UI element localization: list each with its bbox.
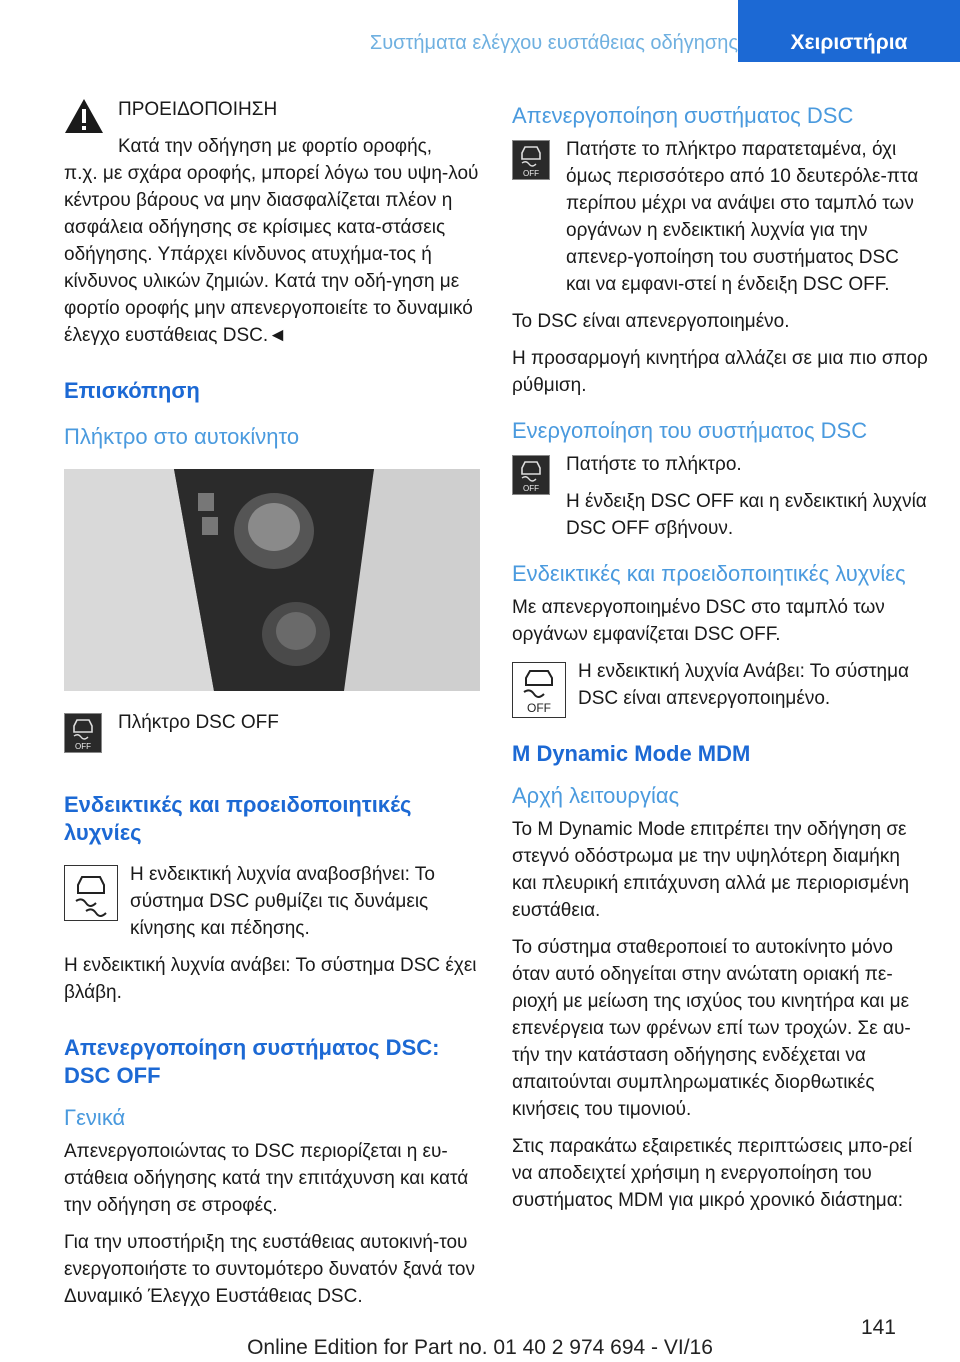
lamp-on-block — [512, 658, 928, 715]
deactivate-text: Πατήστε το πλήκτρο παρατεταμένα, όχι όμως περισσότερο από 10 δευτερόλε-πτα περίπου μέχρι να ανάψει στο ταμπλό των οργάνων η ενδεικτική λυχνία για την απενερ-γοποίηση του συστήματος DSC και να εμφανι-στεί η ένδειξη DSC OFF. — [566, 139, 919, 295]
activate-block — [512, 451, 928, 542]
edition-note: Online Edition for Part no. 01 40 2 974 694 - VI/16 — [247, 1336, 713, 1359]
dsc-lamp-icon — [64, 865, 118, 921]
general-text-1: Απενεργοποιώντας το DSC περιορίζεται η ευ-στάθεια οδήγησης κατά την επιτάχυνση και κατά την οδήγηση σε στροφές. — [64, 1141, 469, 1216]
svg-text:OFF: OFF — [523, 484, 539, 493]
dsc-off-icon — [64, 713, 102, 753]
button-caption: Πλήκτρο DSC OFF — [118, 712, 279, 733]
heading-lamps-left: Ενδεικτικές και προειδοποιητικές λυχνίες — [64, 792, 412, 845]
dsc-off-icon — [512, 140, 550, 180]
heading-activate-system: Ενεργοποίηση του συστήματος DSC — [512, 418, 868, 443]
center-console-photo — [64, 469, 480, 691]
dsc-off-icon — [512, 455, 550, 495]
dsc-off-lamp-icon — [512, 662, 566, 718]
section-title: Συστήματα ελέγχου ευστάθειας οδήγησης — [369, 32, 738, 54]
heading-button-in-car: Πλήκτρο στο αυτοκίνητο — [64, 424, 300, 449]
general-text-2: Για την υποστήριξη της ευστάθειας αυτοκινή-του ενεργοποιήστε το συντομότερο δυνατόν ξανά τον Δυναμικό Έλεγχο Ευστάθειας DSC. — [64, 1232, 475, 1307]
mdm-text-2: Το σύστημα σταθεροποιεί το αυτοκίνητο μόνο όταν αυτό οδηγείται στην ανώτατη οριακή πε-ριοχή με μείωση της ισχύος του κινητήρα και με επενέργεια των φρένων επί των τροχών. Σε αυ-τήν την κατάσταση οδήγησης ενδέχεται να απαιτούνται συμπληρωματικές διορθωτικές κινήσεις του τιμονιού. — [512, 937, 911, 1120]
lamp-on-text-left: Η ενδεικτική λυχνία ανάβει: Το σύστημα DSC έχει βλάβη. — [64, 955, 477, 1003]
svg-text:OFF: OFF — [527, 701, 551, 715]
deactivate-engine: Η προσαρμογή κινητήρα αλλάζει σε μια πιο σπορ ρύθμιση. — [512, 348, 928, 396]
deactivate-state: Το DSC είναι απενεργοποιημένο. — [512, 311, 790, 332]
heading-general: Γενικά — [64, 1105, 126, 1130]
warning-title: ΠΡΟΕΙΔΟΠΟΙΗΣΗ — [118, 99, 278, 120]
heading-overview: Επισκόπηση — [64, 378, 200, 403]
left-column — [64, 96, 480, 1320]
page-footer — [0, 1316, 960, 1362]
svg-text:OFF: OFF — [523, 169, 539, 178]
dsc-off-button-caption — [64, 709, 480, 763]
warning-block — [64, 96, 480, 160]
mdm-text-1: Το M Dynamic Mode επιτρέπει την οδήγηση σε στεγνό οδόστρωμα με την υψηλότερη διαμήκη και πλευρική επιτάχυνση αλλά με περιορισμένη ευστάθεια. — [512, 819, 910, 921]
heading-deactivate-dsc-off: Απενεργοποίηση συστήματος DSC: DSC OFF — [64, 1035, 440, 1088]
page-number: 141 — [860, 1316, 896, 1339]
lamp-blink-block — [64, 861, 480, 942]
warning-lead: Κατά την οδήγηση με φορτίο οροφής, — [118, 136, 433, 157]
deactivate-block — [512, 136, 928, 298]
heading-principle: Αρχή λειτουργίας — [512, 783, 680, 808]
page-header — [0, 0, 960, 62]
lamp-blink-text: Η ενδεικτική λυχνία αναβοσβήνει: Το σύστημα DSC ρυθμίζει τις δυνάμεις κίνησης και πέδησης. — [130, 864, 435, 939]
console-image — [64, 469, 480, 691]
svg-text:OFF: OFF — [75, 742, 91, 751]
warning-text: π.χ. με σχάρα οροφής, μπορεί λόγω του υψη-λού κέντρου βάρους να μην διασφαλίζεται πλέον η ασφάλεια οδήγησης σε κρίσιμες κατα-στάσεις οδήγησης. Υπάρχει κίνδυνος ατυχήμα-τος ή κίνδυνος υλικών ζημιών. Κατά την οδή-γηση με φορτίο οροφής μην απενεργοποιείτε το δυναμικό έλεγχο ευστάθειας DSC.◄ — [64, 163, 479, 346]
activate-press: Πατήστε το πλήκτρο. — [566, 454, 742, 475]
right-column — [512, 96, 928, 1224]
mdm-text-3: Στις παρακάτω εξαιρετικές περιπτώσεις μπο-ρεί να αποδειχτεί χρήσιμη η ενεργοποίηση του συστήματος MDM για μικρό χρονικό διάστημα: — [512, 1136, 913, 1211]
lamp-on-text-right: Η ενδεικτική λυχνία Ανάβει: Το σύστημα DSC είναι απενεργοποιημένο. — [578, 661, 910, 709]
lamps-text: Με απενεργοποιημένο DSC στο ταμπλό των οργάνων εμφανίζεται DSC OFF. — [512, 597, 885, 645]
heading-deactivate-system: Απενεργοποίηση συστήματος DSC — [512, 103, 854, 128]
warning-icon — [64, 98, 104, 134]
heading-mdm: M Dynamic Mode MDM — [512, 741, 751, 766]
activate-text: Η ένδειξη DSC OFF και η ενδεικτική λυχνία DSC OFF σβήνουν. — [566, 491, 927, 539]
heading-lamps-right: Ενδεικτικές και προειδοποιητικές λυχνίες — [512, 561, 906, 586]
chapter-tab[interactable]: Χειριστήρια — [738, 0, 960, 62]
